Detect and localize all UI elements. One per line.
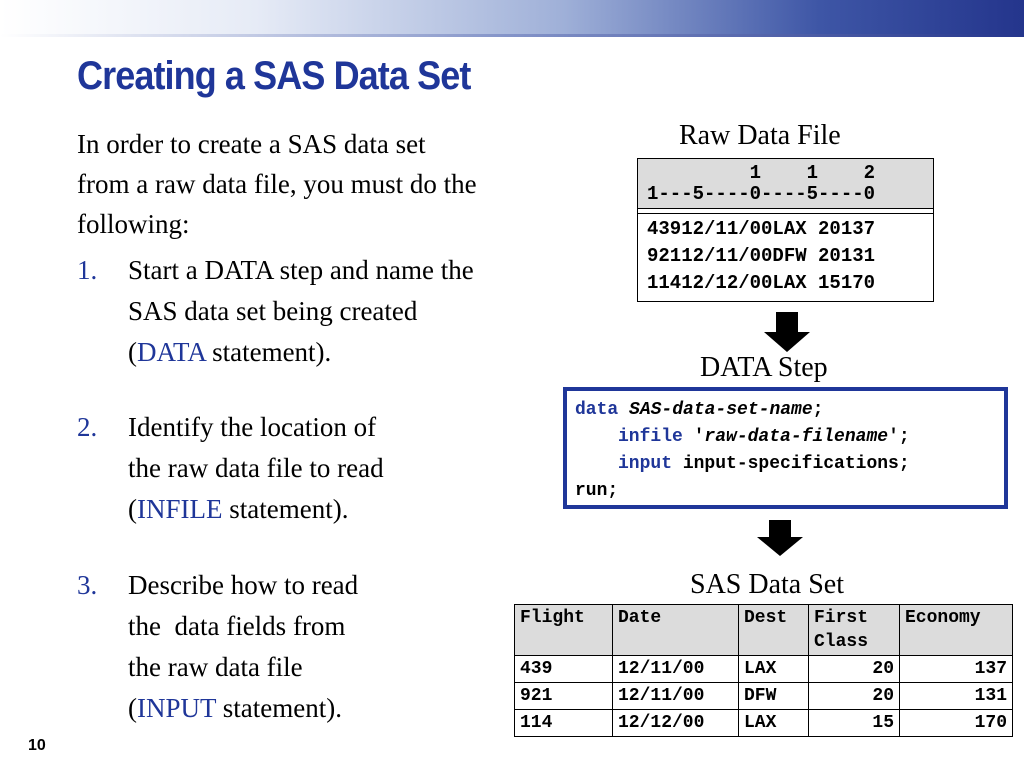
raw-data-file-box <box>637 158 934 302</box>
cell-first-class: 15 <box>809 710 900 737</box>
code-line-data <box>575 400 823 420</box>
intro-paragraph <box>77 124 597 244</box>
code-line-run: run; <box>575 481 619 501</box>
intro-line: from a raw data file, you must do the <box>77 169 477 199</box>
ruler-line: 1 1 2 <box>647 162 876 184</box>
code-line-infile <box>618 427 910 447</box>
paren: ( <box>128 494 137 524</box>
table-row <box>515 656 1013 683</box>
column-ruler <box>638 159 933 209</box>
paren: ( <box>128 337 137 367</box>
code-argument: input-specifications; <box>672 454 910 474</box>
page-number: 10 <box>28 737 46 754</box>
statement-suffix: statement). <box>205 337 332 367</box>
column-header: Date <box>613 605 739 656</box>
cell-date: 12/11/00 <box>613 656 739 683</box>
code-punct: ' <box>682 427 705 447</box>
statement-suffix: statement). <box>216 693 342 723</box>
code-argument: SAS-data-set-name <box>618 400 813 420</box>
column-header-line: First <box>814 608 869 628</box>
table-header-row <box>515 605 1013 656</box>
intro-line: In order to create a SAS data set <box>77 129 426 159</box>
cell-flight: 921 <box>515 683 613 710</box>
step-line: SAS data set being created <box>128 296 418 326</box>
cell-economy: 170 <box>900 710 1013 737</box>
column-header <box>809 605 900 656</box>
raw-record: 43912/11/00LAX 20137 <box>647 218 876 240</box>
sas-data-set-table <box>514 604 1013 737</box>
code-keyword: infile <box>618 427 683 447</box>
step-line: the raw data file to read <box>128 453 384 483</box>
sas-data-set-label: SAS Data Set <box>690 569 844 600</box>
paren: ( <box>128 693 137 723</box>
code-keyword: data <box>575 400 619 420</box>
cell-flight: 439 <box>515 656 613 683</box>
step-line <box>128 489 588 530</box>
column-header: Flight <box>515 605 613 656</box>
keyword-data: DATA <box>137 337 206 367</box>
statement-suffix: statement). <box>222 494 349 524</box>
down-arrow-icon <box>764 312 810 352</box>
table-row <box>515 710 1013 737</box>
header-banner <box>0 0 1024 34</box>
cell-economy: 131 <box>900 683 1013 710</box>
keyword-infile: INFILE <box>137 494 223 524</box>
ruler-line: 1---5----0----5----0 <box>647 183 876 205</box>
code-punct: ; <box>812 400 824 420</box>
step-line: Start a DATA step and name the <box>128 255 474 285</box>
ruler-separator <box>638 209 933 214</box>
column-header: Economy <box>900 605 1013 656</box>
header-rule <box>0 34 1024 37</box>
step-text <box>128 250 588 373</box>
code-argument: raw-data-filename <box>704 427 889 447</box>
cell-first-class: 20 <box>809 683 900 710</box>
step-number: 2. <box>77 412 98 442</box>
column-header-line: Class <box>814 632 869 652</box>
slide-title: Creating a SAS Data Set <box>77 54 471 98</box>
step-line: the raw data file <box>128 652 303 682</box>
step-text <box>128 407 588 530</box>
raw-data-file-label: Raw Data File <box>679 120 841 151</box>
cell-flight: 114 <box>515 710 613 737</box>
code-punct: '; <box>888 427 910 447</box>
code-keyword: input <box>618 454 673 474</box>
data-step-code-box <box>563 387 1008 509</box>
cell-economy: 137 <box>900 656 1013 683</box>
cell-dest: DFW <box>739 683 809 710</box>
table-row <box>515 683 1013 710</box>
intro-line: following: <box>77 209 190 239</box>
cell-first-class: 20 <box>809 656 900 683</box>
step-line <box>128 332 588 373</box>
column-header: Dest <box>739 605 809 656</box>
step-number: 3. <box>77 570 98 600</box>
step-line: Identify the location of <box>128 412 377 442</box>
cell-dest: LAX <box>739 656 809 683</box>
data-step-label: DATA Step <box>700 352 828 383</box>
raw-record: 92112/11/00DFW 20131 <box>647 245 876 267</box>
step-line: the data fields from <box>128 611 346 641</box>
cell-date: 12/12/00 <box>613 710 739 737</box>
raw-record: 11412/12/00LAX 15170 <box>647 272 876 294</box>
cell-date: 12/11/00 <box>613 683 739 710</box>
code-line-input <box>618 454 910 474</box>
cell-dest: LAX <box>739 710 809 737</box>
step-line: Describe how to read <box>128 570 359 600</box>
down-arrow-icon <box>757 520 803 556</box>
keyword-input: INPUT <box>137 693 217 723</box>
step-number: 1. <box>77 255 98 285</box>
